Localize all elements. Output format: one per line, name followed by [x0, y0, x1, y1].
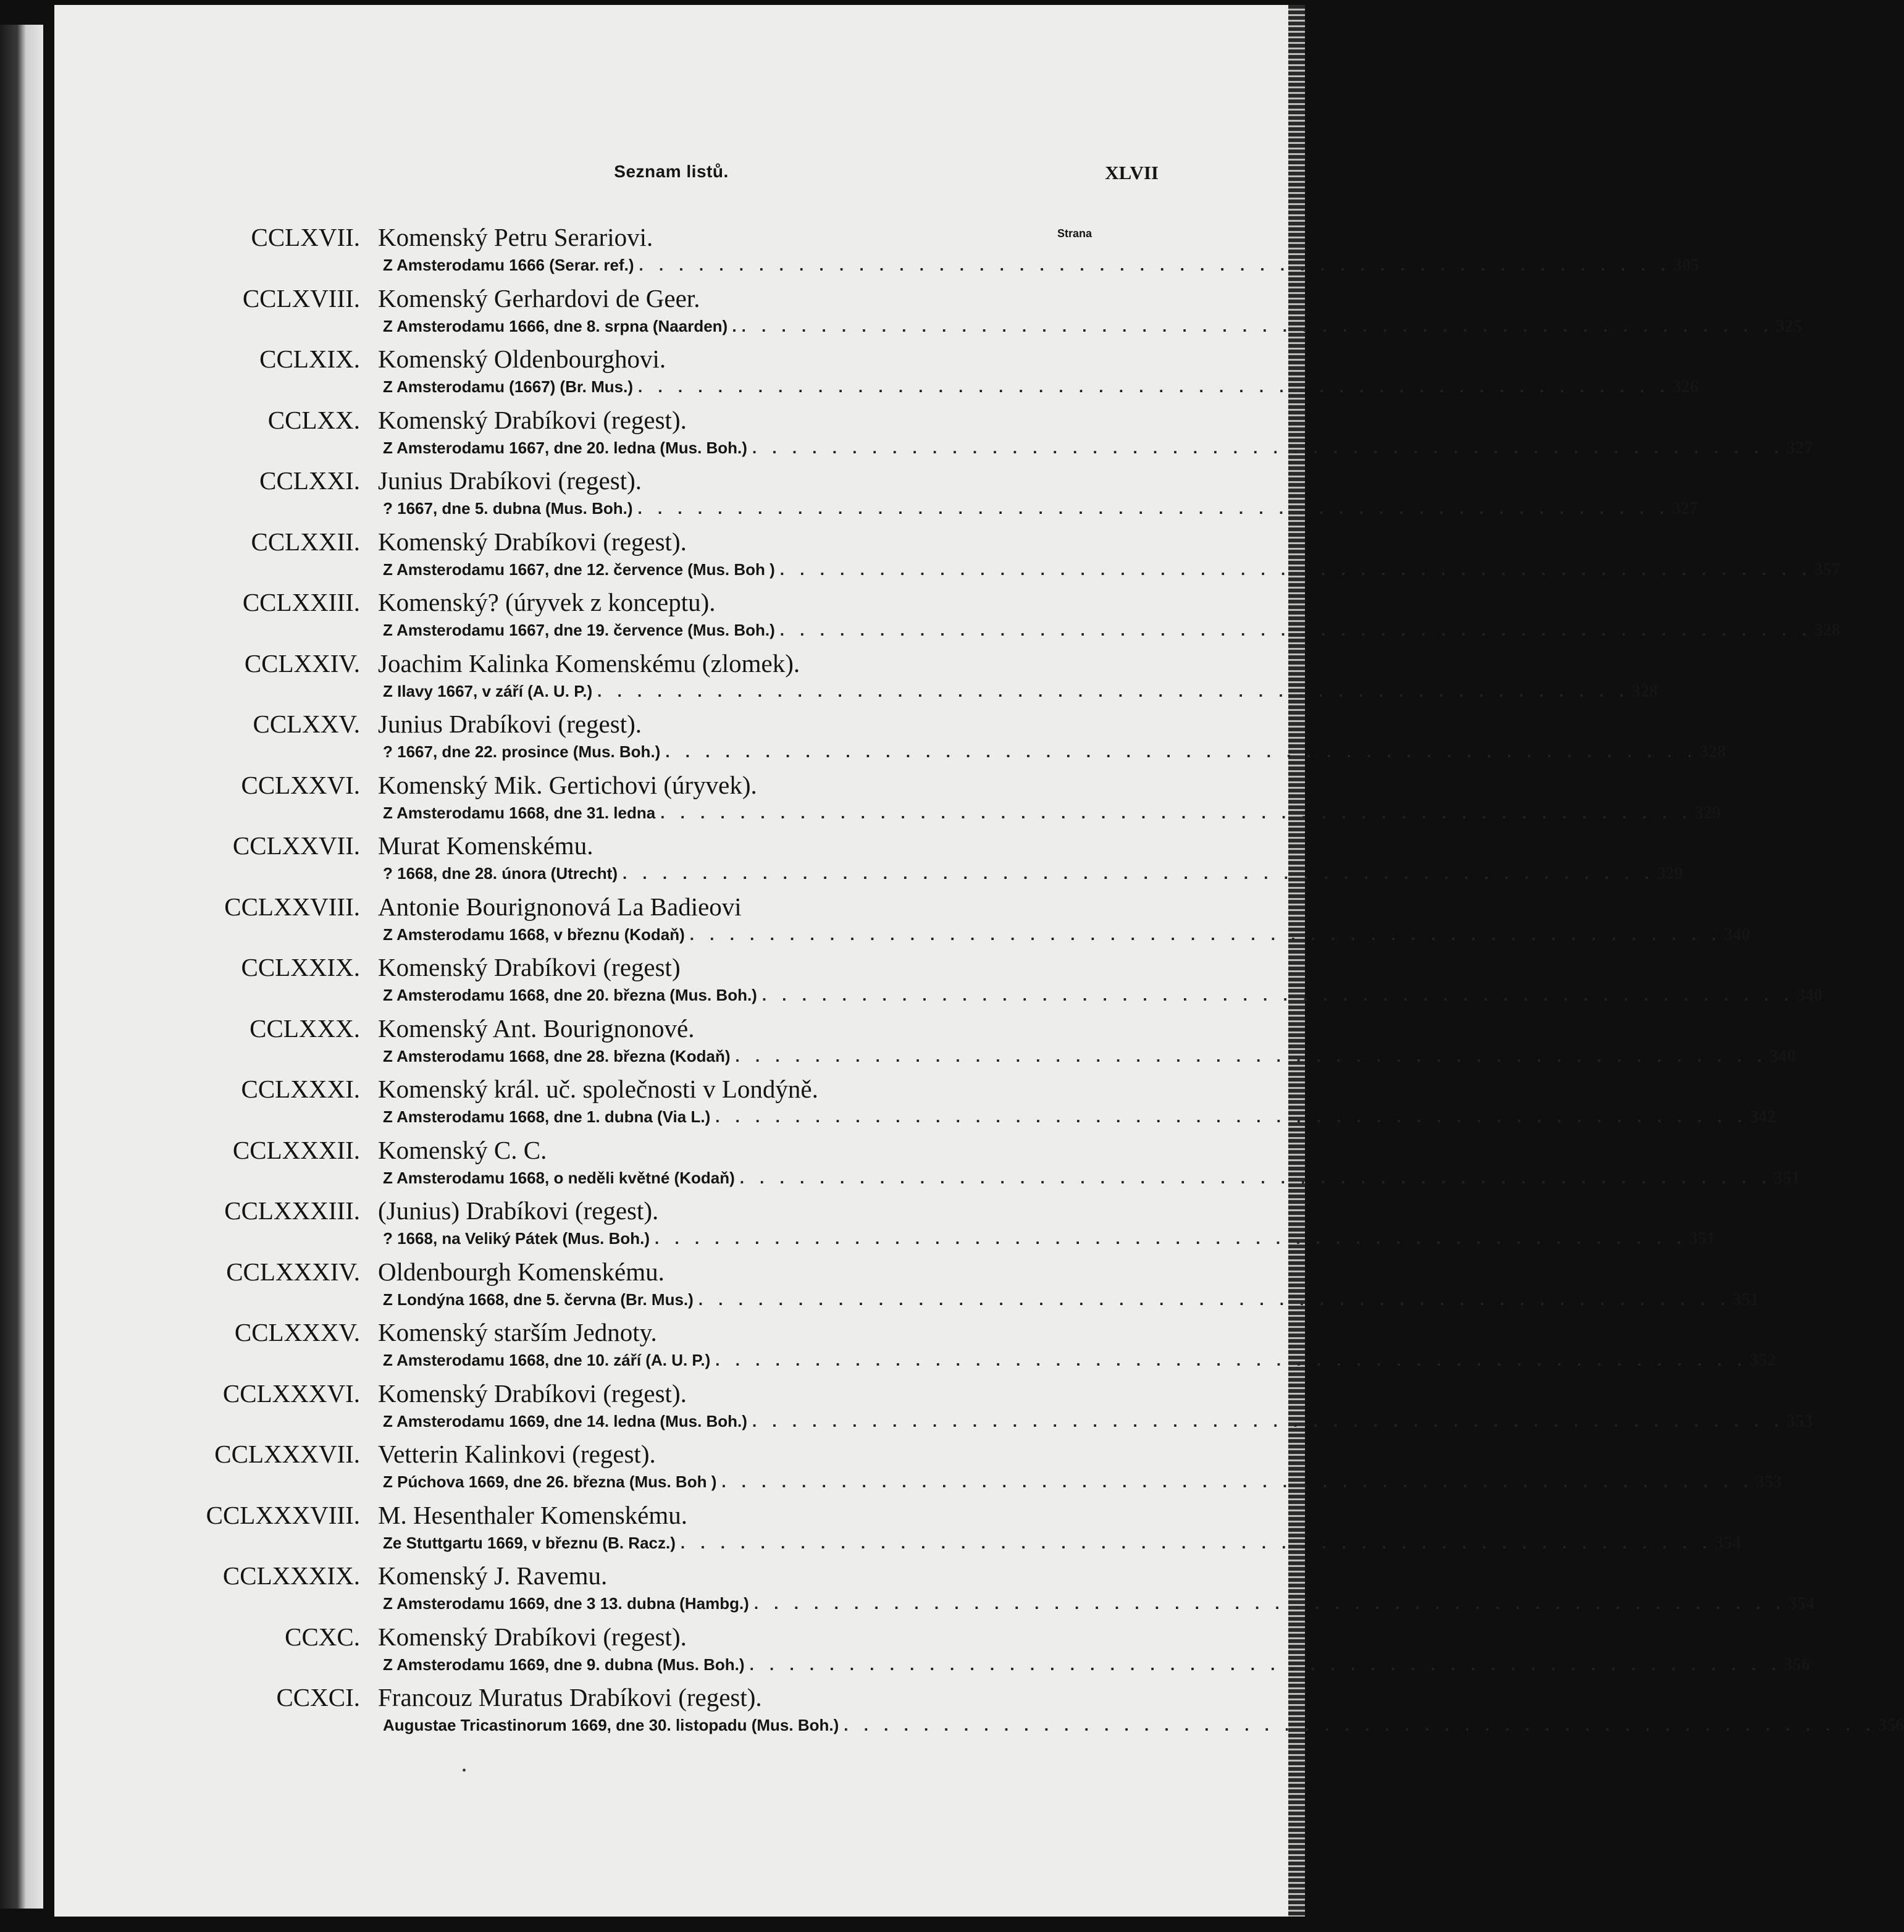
entry-title: Oldenbourgh Komenskému.	[378, 1257, 665, 1286]
entry-detail	[383, 253, 1700, 277]
entry-title: Komenský J. Ravemu.	[378, 1561, 608, 1590]
entry-number: CCLXXIV.	[244, 649, 360, 678]
toc-entry	[0, 1317, 1776, 1379]
toc-entry	[0, 466, 1698, 527]
entry-detail	[383, 740, 1726, 764]
entry-number: CCLXVIII.	[242, 284, 360, 313]
dot-leader: . . . . . . . . . . . . . . . . . . . . . . . . . . . . . . . . . . . . . . . . . . . . . . . . . . . .	[665, 742, 1698, 761]
entry-title: Komenský starším Jednoty.	[378, 1318, 657, 1346]
toc-entry	[0, 1014, 1796, 1075]
toc-entry	[0, 892, 1750, 953]
dot-leader: . . . . . . . . . . . . . . . . . . . . . . . . . . . . . . . . . . . . . . . . . . . . . . . . . . . .	[779, 621, 1812, 639]
entry-detail	[383, 497, 1698, 521]
entry-detail	[383, 558, 1840, 582]
entry-page: 354	[1714, 1533, 1741, 1553]
toc-entry	[0, 527, 1840, 588]
entry-detail	[383, 923, 1750, 947]
entry-title: Francouz Muratus Drabíkovi (regest).	[378, 1683, 762, 1712]
entry-title: Komenský Drabíkovi (regest)	[378, 953, 681, 981]
toc-entry	[0, 284, 1802, 345]
dot-leader: . . . . . . . . . . . . . . . . . . . . . . . . . . . . . . . . . . . . . . . . . . . . . . . . . . . .	[715, 1107, 1748, 1126]
toc-entry	[0, 1500, 1741, 1561]
entry-number: CCLXXI.	[259, 466, 360, 495]
dot-leader: . . . . . . . . . . . . . . . . . . . . . . . . . . . . . . . . . . . . . . . . . . . . . . . . . . . .	[721, 1472, 1754, 1491]
dot-leader: . . . . . . . . . . . . . . . . . . . . . . . . . . . . . . . . . . . . . . . . . . . . . . . . . . . .	[739, 1168, 1772, 1187]
entry-title: (Junius) Drabíkovi (regest).	[378, 1196, 659, 1225]
entry-number: CCLXXXII.	[232, 1135, 360, 1164]
toc-entry	[0, 1074, 1776, 1135]
toc-entry	[0, 1196, 1716, 1257]
dot-leader: . . . . . . . . . . . . . . . . . . . . . . . . . . . . . . . . . . . . . . . . . . . . . . . . . . . .	[660, 803, 1693, 822]
page-number: XLVII	[1105, 162, 1159, 183]
entry-source: Z Amsterodamu 1669, dne 3 13. dubna (Hambg.)	[383, 1594, 749, 1613]
entry-source: ? 1667, dne 22. prosince (Mus. Boh.)	[383, 742, 661, 761]
entry-source: Z Amsterodamu 1667, dne 12. července (Mus. Boh )	[383, 560, 775, 579]
toc-entry	[0, 649, 1658, 710]
entry-detail	[383, 375, 1699, 399]
entry-page: 354	[1788, 1594, 1814, 1613]
entry-page: 356	[1784, 1655, 1810, 1674]
entry-source: Z Amsterodamu 1668, dne 1. dubna (Via L.)	[383, 1107, 711, 1126]
entry-source: ? 1667, dne 5. dubna (Mus. Boh.)	[383, 499, 633, 518]
entry-source: Z Amsterodamu 1666 (Serar. ref.)	[383, 256, 634, 274]
entry-detail	[383, 1470, 1782, 1494]
entry-title: Komenský Drabíkovi (regest).	[378, 1622, 687, 1651]
entry-detail	[383, 1227, 1716, 1251]
dot-leader: . . . . . . . . . . . . . . . . . . . . . . . . . . . . . . . . . . . . . . . . . . . . . . . . . . . .	[735, 1046, 1768, 1065]
entry-detail	[383, 1592, 1814, 1616]
entry-number: CCLXXX.	[250, 1014, 360, 1043]
entry-number: CCLXXIII.	[242, 588, 360, 616]
entry-source: Z Amsterodamu 1667, dne 19. července (Mus. Boh.)	[383, 621, 775, 639]
entry-source: Augustae Tricastinorum 1669, dne 30. listopadu (Mus. Boh.)	[383, 1716, 839, 1734]
toc-entry	[0, 222, 1700, 284]
entry-number: CCLXVII.	[251, 223, 360, 251]
entry-page: 351	[1732, 1290, 1759, 1309]
toc-entry	[0, 1682, 1904, 1744]
entry-source: Z Amsterodamu 1667, dne 20. ledna (Mus. Boh.)	[383, 438, 747, 457]
entry-title: Junius Drabíkovi (regest).	[378, 466, 642, 495]
entry-number: CCLXXXVII.	[214, 1440, 360, 1468]
entry-detail	[383, 1409, 1813, 1434]
toc-entry	[0, 587, 1840, 649]
dot-leader: . . . . . . . . . . . . . . . . . . . . . . . . . . . . . . . . . . . . . . . . . . . . . . . . . . . .	[638, 377, 1671, 396]
entry-source: Z Amsterodamu (1667) (Br. Mus.)	[383, 377, 634, 396]
dot-leader: . . . . . . . . . . . . . . . . . . . . . . . . . . . . . . . . . . . . . . . . . . . . . . . . . . . .	[749, 1655, 1782, 1674]
toc-entry	[0, 1561, 1814, 1622]
entry-page: 305	[1673, 256, 1700, 275]
entry-detail	[383, 1531, 1741, 1555]
entry-number: CCLXXVII.	[232, 831, 360, 860]
entry-page: 356	[1878, 1716, 1904, 1735]
toc-entry	[0, 1379, 1813, 1440]
entry-title: Komenský? (úryvek z konceptu).	[378, 588, 716, 616]
entry-source: Z Amsterodamu 1668, dne 31. ledna	[383, 803, 656, 822]
entry-title: Komenský Mik. Gertichovi (úryvek).	[378, 770, 757, 799]
entry-title: Joachim Kalinka Komenskému (zlomek).	[378, 649, 800, 678]
dot-leader: . . . . . . . . . . . . . . . . . . . . . . . . . . . . . . . . . . . . . . . . . . . . . . . . . . . .	[622, 864, 1655, 883]
dot-leader: . . . . . . . . . . . . . . . . . . . . . . . . . . . . . . . . . . . . . . . . . . . . . . . . . . . .	[715, 1351, 1748, 1369]
entry-page: 351	[1689, 1229, 1716, 1248]
page-header	[54, 162, 1288, 187]
dot-leader: . . . . . . . . . . . . . . . . . . . . . . . . . . . . . . . . . . . . . . . . . . . . . . . . . . . .	[597, 681, 1630, 700]
entry-source: Z Amsterodamu 1668, dne 10. září (A. U. P.)	[383, 1351, 711, 1369]
entry-page: 351	[1774, 1168, 1800, 1188]
entry-detail	[383, 618, 1840, 642]
entry-number: CCLXXV.	[253, 710, 360, 738]
entry-number: CCLXXXIII.	[224, 1196, 360, 1225]
page-column-label: Strana	[1057, 227, 1092, 240]
entry-detail	[383, 1348, 1776, 1372]
entry-number: CCLXIX.	[259, 345, 360, 373]
entry-page: 353	[1756, 1472, 1782, 1492]
dot-leader: . . . . . . . . . . . . . . . . . . . . . . . . . . . . . . . . . . . . . . . . . . . . . . . . . . . .	[698, 1290, 1730, 1309]
entry-number: CCLXX.	[267, 405, 360, 434]
entry-source: Z Púchova 1669, dne 26. března (Mus. Boh )	[383, 1472, 717, 1491]
entry-detail	[383, 1653, 1810, 1677]
entry-page: 342	[1750, 1107, 1776, 1127]
entry-page: 328	[1632, 681, 1658, 701]
entry-number: CCLXXXIV.	[226, 1257, 360, 1286]
dot-leader: . . . . . . . . . . . . . . . . . . . . . . . . . . . . . . . . . . . . . . . . . . . . . . . . . . . .	[741, 316, 1774, 335]
entry-number: CCLXXXV.	[234, 1318, 360, 1346]
dot-leader: . . . . . . . . . . . . . . . . . . . . . . . . . . . . . . . . . . . . . . . . . . . . . . . . . . . .	[761, 986, 1794, 1004]
entry-detail	[383, 314, 1802, 338]
entry-detail	[383, 801, 1721, 825]
dot-leader: . . . . . . . . . . . . . . . . . . . . . . . . . . . . . . . . . . . . . . . . . . . . . . . . . . . .	[753, 1594, 1786, 1613]
entry-source: Z Amsterodamu 1669, dne 14. ledna (Mus. Boh.)	[383, 1411, 747, 1430]
entry-title: Vetterin Kalinkovi (regest).	[378, 1440, 656, 1468]
entry-page: 327	[1787, 438, 1813, 458]
entry-number: CCLXXII.	[251, 527, 360, 556]
entry-page: 325	[1776, 316, 1802, 336]
toc-entry	[0, 1135, 1800, 1196]
entry-title: Antonie Bourignonová La Badieovi	[378, 892, 742, 921]
entry-page: 340	[1769, 1046, 1796, 1066]
entry-page: 326	[1672, 377, 1699, 397]
entry-number: CCLXXXVIII.	[206, 1500, 360, 1529]
dot-leader: . . . . . . . . . . . . . . . . . . . . . . . . . . . . . . . . . . . . . . . . . . . . . . . . . . . .	[779, 560, 1812, 579]
dot-leader: . . . . . . . . . . . . . . . . . . . . . . . . . . . . . . . . . . . . . . . . . . . . . . . . . . . .	[680, 1533, 1713, 1552]
entry-page: 340	[1724, 925, 1750, 944]
entry-number: CCLXXXVI.	[222, 1379, 360, 1408]
entry-title: Komenský Petru Serariovi.	[378, 223, 653, 251]
entry-detail	[383, 1288, 1759, 1312]
toc-entry	[0, 831, 1684, 892]
entry-detail	[383, 983, 1822, 1007]
entry-detail	[383, 679, 1658, 704]
entry-page: 327	[1672, 499, 1698, 518]
entry-page: 352	[1750, 1351, 1776, 1370]
entry-detail	[383, 1044, 1796, 1069]
entry-number: CCXC.	[285, 1622, 360, 1651]
entry-title: Komenský Gerhardovi de Geer.	[378, 284, 700, 313]
entry-title: Komenský C. C.	[378, 1135, 547, 1164]
entry-source: ? 1668, dne 28. února (Utrecht)	[383, 864, 618, 883]
entry-detail	[383, 1105, 1776, 1129]
entry-source: Z Amsterodamu 1668, dne 28. března (Kodaň)	[383, 1046, 731, 1065]
entry-source: ? 1668, na Veliký Pátek (Mus. Boh.)	[383, 1229, 650, 1248]
toc-entry	[0, 1257, 1759, 1318]
entry-title: Komenský Drabíkovi (regest).	[378, 527, 687, 556]
entry-detail	[383, 1713, 1904, 1737]
entry-title: Komenský král. uč. společnosti v Londýně.	[378, 1075, 818, 1103]
entry-page: 353	[1787, 1411, 1813, 1431]
entry-source: Z Amsterodamu 1669, dne 9. dubna (Mus. Boh.)	[383, 1655, 745, 1674]
entry-number: CCLXXXIX.	[222, 1561, 360, 1590]
entry-source: Z Ilavy 1667, v září (A. U. P.)	[383, 681, 593, 700]
dot-leader: . . . . . . . . . . . . . . . . . . . . . . . . . . . . . . . . . . . . . . . . . . . . . . . . . . . .	[844, 1716, 1876, 1734]
dot-leader: . . . . . . . . . . . . . . . . . . . . . . . . . . . . . . . . . . . . . . . . . . . . . . . . . . . .	[752, 438, 1784, 457]
toc-entry	[0, 1439, 1782, 1500]
entry-title: Komenský Oldenbourghovi.	[378, 345, 666, 373]
entry-title: Komenský Ant. Bourignonové.	[378, 1014, 695, 1043]
entry-page: 328	[1700, 742, 1726, 762]
entry-page: 329	[1657, 864, 1684, 883]
entry-title: M. Hesenthaler Komenskému.	[378, 1500, 687, 1529]
toc-entry	[0, 1622, 1810, 1683]
dot-leader: . . . . . . . . . . . . . . . . . . . . . . . . . . . . . . . . . . . . . . . . . . . . . . . . . . . .	[637, 499, 1670, 518]
entry-page: 329	[1695, 803, 1721, 823]
footer-mark: •	[462, 1764, 467, 1778]
dot-leader: . . . . . . . . . . . . . . . . . . . . . . . . . . . . . . . . . . . . . . . . . . . . . . . . . . . .	[639, 256, 1671, 274]
entry-detail	[383, 1166, 1800, 1190]
entry-number: CCXCI.	[276, 1683, 360, 1712]
entry-number: CCLXXVI.	[241, 770, 360, 799]
entry-source: Ze Stuttgartu 1669, v březnu (B. Racz.)	[383, 1533, 676, 1552]
toc-entry	[0, 709, 1726, 770]
entry-source: Z Londýna 1668, dne 5. června (Br. Mus.)	[383, 1290, 694, 1309]
toc-entry	[0, 770, 1721, 831]
entry-title: Murat Komenskému.	[378, 831, 593, 860]
entry-source: Z Amsterodamu 1668, dne 20. března (Mus. Boh.)	[383, 986, 757, 1004]
running-title: Seznam listů.	[614, 162, 729, 181]
toc-entry	[0, 405, 1813, 466]
entry-title: Komenský Drabíkovi (regest).	[378, 1379, 687, 1408]
entry-page: 328	[1814, 621, 1840, 640]
entry-source: Z Amsterodamu 1668, o neděli květné (Kodaň)	[383, 1168, 735, 1187]
table-of-contents	[0, 222, 1904, 1744]
entry-source: Z Amsterodamu 1666, dne 8. srpna (Naarden) .	[383, 316, 737, 335]
toc-entry	[0, 952, 1822, 1014]
dot-leader: . . . . . . . . . . . . . . . . . . . . . . . . . . . . . . . . . . . . . . . . . . . . . . . . . . . .	[752, 1411, 1784, 1430]
entry-title: Junius Drabíkovi (regest).	[378, 710, 642, 738]
toc-entry	[0, 344, 1699, 405]
dot-leader: . . . . . . . . . . . . . . . . . . . . . . . . . . . . . . . . . . . . . . . . . . . . . . . . . . . .	[655, 1229, 1687, 1248]
dot-leader: . . . . . . . . . . . . . . . . . . . . . . . . . . . . . . . . . . . . . . . . . . . . . . . . . . . .	[689, 925, 1722, 944]
entry-number: CCLXXVIII.	[224, 892, 360, 921]
entry-number: CCLXXXI.	[241, 1075, 360, 1103]
entry-detail	[383, 862, 1684, 886]
entry-page: 340	[1796, 986, 1822, 1005]
entry-page: 357	[1814, 560, 1840, 579]
entry-source: Z Amsterodamu 1668, v březnu (Kodaň)	[383, 925, 685, 944]
entry-number: CCLXXIX.	[241, 953, 360, 981]
entry-detail	[383, 436, 1813, 460]
entry-title: Komenský Drabíkovi (regest).	[378, 405, 687, 434]
